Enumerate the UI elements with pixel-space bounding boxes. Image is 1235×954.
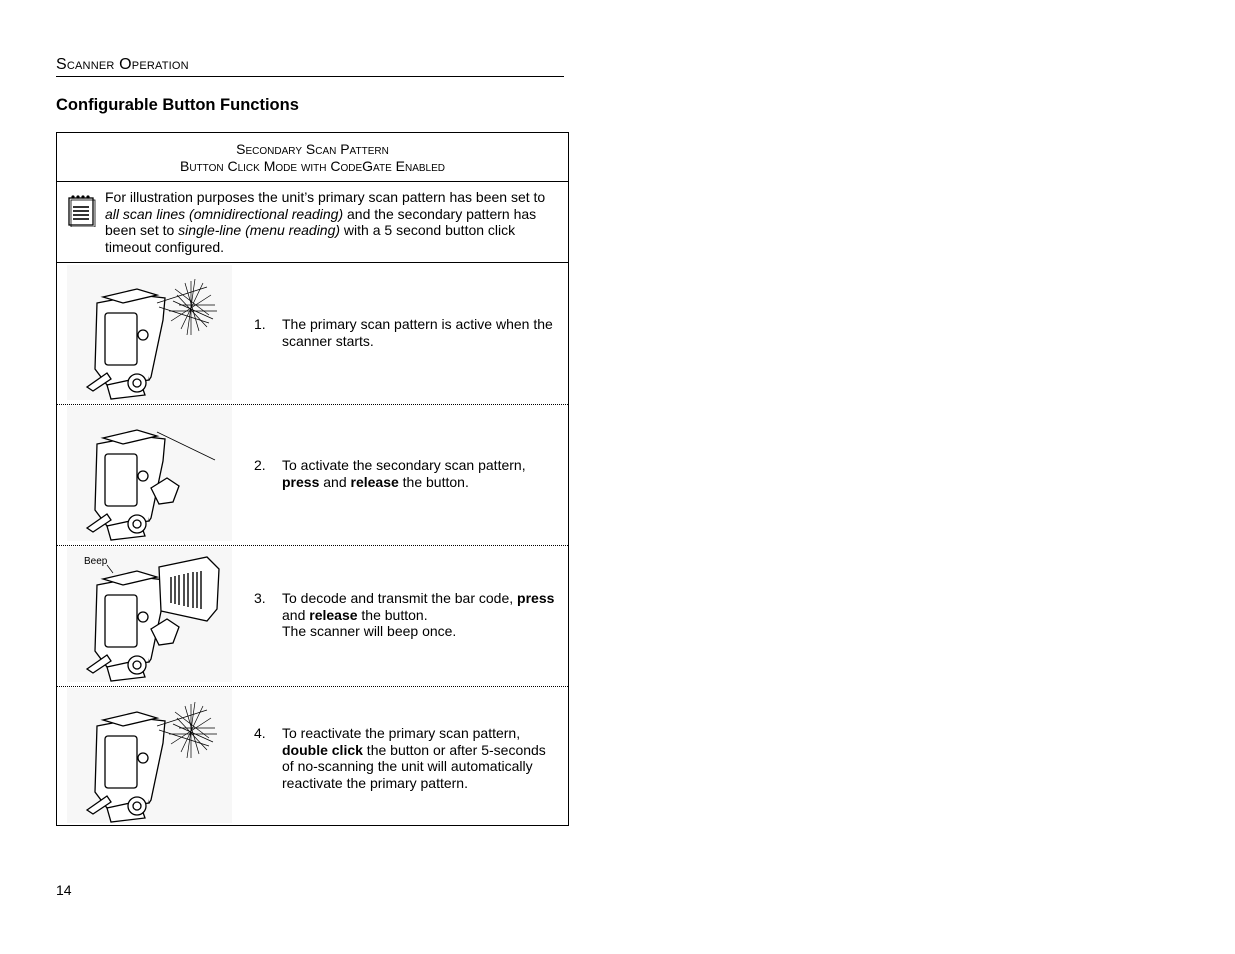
- panel-title: [57, 133, 568, 182]
- function-panel: [56, 132, 569, 826]
- note-row: [57, 182, 568, 263]
- note-text: For illustration purposes the unit’s primary scan pattern has been set to all scan lines (omnidirectional reading) and the secondary pattern has been set to single-line (menu reading) with a 5 second button click timeout configured.: [105, 189, 546, 255]
- step-text-2: 2. To activate the secondary scan pattern, press and release the button.: [254, 457, 526, 490]
- page-title: Configurable Button Functions: [56, 96, 299, 114]
- notepad-icon: [66, 193, 96, 227]
- beep-label: Beep: [84, 556, 108, 567]
- scanner-illustration-omnidirectional: [67, 265, 232, 400]
- page-number: 14: [56, 882, 72, 898]
- scanner-illustration-button-press: [67, 406, 232, 541]
- panel-title-line2: Button Click Mode with CodeGate Enabled: [180, 158, 445, 174]
- section-header: Scanner Operation: [56, 56, 564, 77]
- step-row-2: [57, 404, 568, 546]
- step-row-1: [57, 263, 568, 405]
- step-text-3: 3. To decode and transmit the bar code, press and release the button. The scanner will beep once.: [254, 590, 555, 639]
- panel-title-line1: Secondary Scan Pattern: [236, 141, 389, 157]
- scanner-illustration-decode: [67, 547, 232, 682]
- step-row-3: [57, 545, 568, 687]
- step-row-4: [57, 686, 568, 827]
- step-text-4: 4. To reactivate the primary scan pattern, double click the button or after 5-seconds of no-scanning the unit will automatically reactivate the primary pattern.: [254, 725, 546, 791]
- step-text-1: 1. The primary scan pattern is active when the scanner starts.: [254, 316, 553, 349]
- scanner-illustration-omnidirectional: [67, 688, 232, 823]
